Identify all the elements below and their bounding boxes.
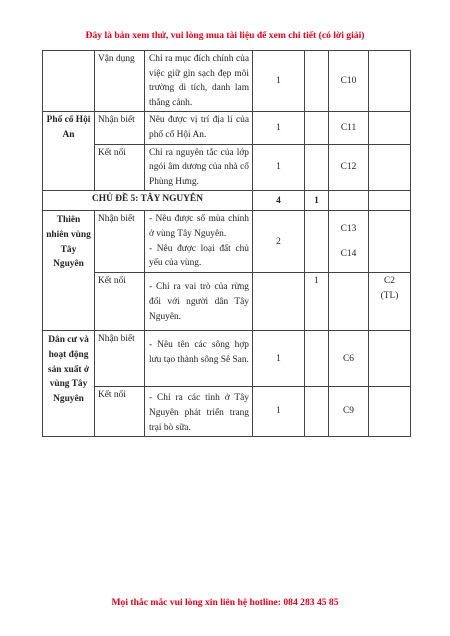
content-line: - Nêu được loại đất chủ yếu của vùng. bbox=[149, 243, 249, 269]
chapter-count-a: 4 bbox=[253, 191, 305, 211]
empty-cell bbox=[253, 273, 305, 331]
content-line: - Nêu được số mùa chính ở vùng Tây Nguyên. bbox=[149, 214, 249, 239]
footer-banner: Mọi thắc mắc vui lòng xin liên hệ hotline: 084 283 45 85 bbox=[111, 597, 339, 608]
empty-cell bbox=[369, 144, 411, 191]
content-cell: Chỉ ra nguyên tắc của lớp ngói âm dương của nhà cổ Phùng Hưng. bbox=[145, 144, 253, 191]
count-cell: 1 bbox=[253, 112, 305, 144]
empty-cell bbox=[329, 273, 369, 331]
table-row bbox=[43, 211, 411, 273]
table-row bbox=[43, 387, 411, 437]
content-line: - Chỉ ra các tỉnh ở Tây Nguyên phát triển trang trại bò sữa. bbox=[149, 393, 249, 433]
empty-cell bbox=[305, 211, 329, 273]
topic-label: Thiên nhiên vùng Tây Nguyên bbox=[46, 215, 91, 270]
question-cell: C11 bbox=[329, 112, 369, 144]
content-cell: Chỉ ra mục đích chính của việc giữ gìn sạch đẹp môi trường di tích, danh lam thắng cảnh. bbox=[145, 51, 253, 112]
question-cell: C12 bbox=[329, 144, 369, 191]
count-cell: 2 bbox=[253, 211, 305, 273]
content-cell bbox=[145, 273, 253, 331]
table-row bbox=[43, 112, 411, 144]
level-cell: Vận dụng bbox=[95, 51, 145, 112]
content-line: - Chỉ ra vai trò của rừng đối với người dân Tây Nguyên. bbox=[149, 282, 249, 322]
empty-cell bbox=[305, 144, 329, 191]
question-cell: C9 bbox=[329, 387, 369, 437]
level-cell: Nhận biết bbox=[95, 211, 145, 273]
chapter-count-b: 1 bbox=[305, 191, 329, 211]
level-cell: Nhận biết bbox=[95, 112, 145, 144]
table-row bbox=[43, 51, 411, 112]
empty-cell bbox=[369, 211, 411, 273]
empty-cell bbox=[305, 331, 329, 387]
empty-cell bbox=[329, 191, 369, 211]
level-cell: Kết nối bbox=[95, 144, 145, 191]
topic-cell bbox=[43, 211, 95, 331]
topic-label: Dân cư và hoạt động sản xuất ở vùng Tây Nguyên bbox=[47, 335, 90, 404]
table-row bbox=[43, 273, 411, 331]
chapter-title: CHỦ ĐỀ 5: TÂY NGUYÊN bbox=[43, 191, 253, 211]
topic-cell bbox=[43, 112, 95, 191]
content-cell: Nêu được vị trí địa lí của phố cổ Hội An. bbox=[145, 112, 253, 144]
content-line: - Nêu tên các sông hợp lưu tạo thành sông Sê San. bbox=[149, 340, 249, 365]
question-cell: C2 (TL) bbox=[369, 273, 411, 331]
content-cell bbox=[145, 211, 253, 273]
question-cell: C10 bbox=[329, 51, 369, 112]
count-cell: 1 bbox=[253, 51, 305, 112]
topic-cell bbox=[43, 51, 95, 112]
empty-cell bbox=[369, 51, 411, 112]
count-cell: 1 bbox=[253, 387, 305, 437]
content-cell bbox=[145, 331, 253, 387]
empty-cell bbox=[305, 387, 329, 437]
topic-cell bbox=[43, 331, 95, 437]
count-cell: 1 bbox=[305, 273, 329, 331]
question-cell: C6 bbox=[329, 331, 369, 387]
level-cell: Nhận biết bbox=[95, 331, 145, 387]
empty-cell bbox=[369, 112, 411, 144]
table-row bbox=[43, 144, 411, 191]
header-banner: Đây là bản xem thử, vui lòng mua tài liệu để xem chi tiết (có lời giải) bbox=[85, 30, 365, 41]
level-cell: Kết nối bbox=[95, 273, 145, 331]
empty-cell bbox=[369, 387, 411, 437]
content-matrix-table bbox=[42, 50, 411, 437]
empty-cell bbox=[305, 51, 329, 112]
table-row bbox=[43, 331, 411, 387]
count-cell: 1 bbox=[253, 331, 305, 387]
question-cell bbox=[329, 211, 369, 273]
topic-label: Phố cổ Hội An bbox=[46, 115, 91, 140]
content-cell bbox=[145, 387, 253, 437]
empty-cell bbox=[369, 191, 411, 211]
question-label: C13 bbox=[340, 224, 357, 235]
question-label: C14 bbox=[340, 248, 357, 259]
empty-cell bbox=[305, 112, 329, 144]
empty-cell bbox=[369, 331, 411, 387]
chapter-row bbox=[43, 191, 411, 211]
count-cell: 1 bbox=[253, 144, 305, 191]
level-cell: Kết nối bbox=[95, 387, 145, 437]
